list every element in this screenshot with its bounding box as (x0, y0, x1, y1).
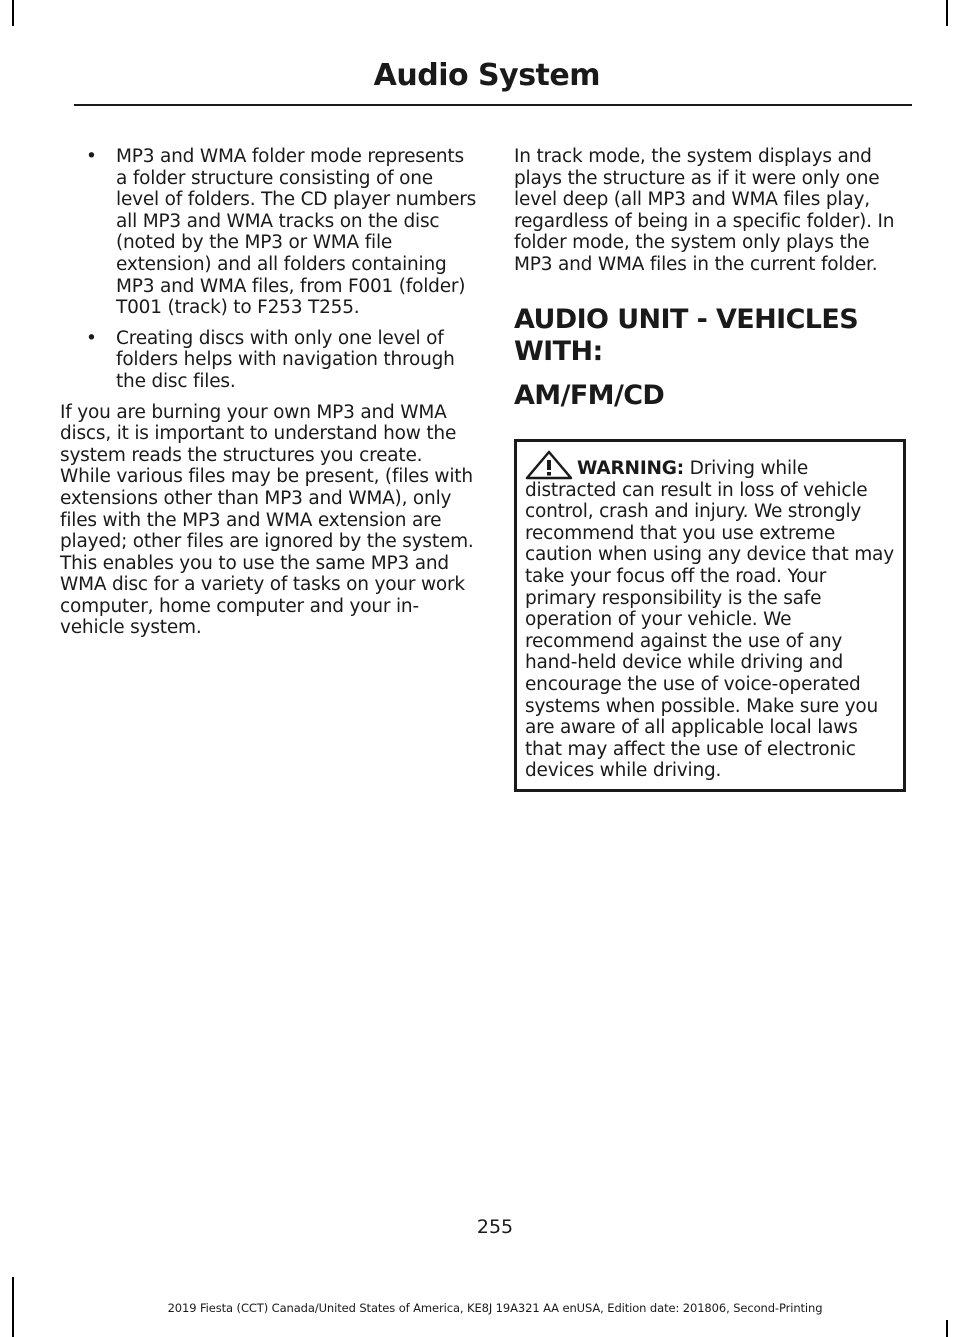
bullet-item (60, 328, 478, 393)
bullet-text: Creating discs with only one level of folders helps with navigation through the disc files. (116, 327, 455, 392)
bullet-item (60, 146, 478, 319)
section-subtitle: AM/FM/CD (514, 379, 665, 411)
footer-text: 2019 Fiesta (CCT) Canada/United States of America, KE8J 19A321 AA enUSA, Edition date: 201806, Second-Printing (167, 1301, 823, 1315)
crop-mark-top-left (12, 0, 14, 26)
right-column (514, 146, 906, 792)
warning-triangle-icon (525, 450, 573, 480)
crop-mark-top-right (946, 0, 948, 26)
bullet-dot: • (86, 146, 97, 167)
body-paragraph: If you are burning your own MP3 and WMA discs, it is important to understand how the system reads the structures you create. While various files may be present, (files with extensions other than MP3 and WMA), only files with the MP3 and WMA extension are played; other files are ignored by the system. This enables you to use the same MP3 and WMA disc for a variety of tasks on your work computer, home computer and your in-vehicle system. (60, 401, 474, 639)
warning-label: WARNING: (577, 457, 684, 479)
bullet-dot: • (86, 327, 97, 349)
body-paragraph: In track mode, the system displays and plays the structure as if it were only one level deep (all MP3 and WMA files play, regardless of being in a specific folder). In folder mode, the system only plays the MP3 and WMA files in the current folder. (514, 146, 895, 275)
page-header-title: Audio System (373, 58, 600, 93)
warning-text: Driving while distracted can result in loss of vehicle control, crash and injury. We strongly recommend that you use extreme caution when using any device that may take your focus off the road. Your primary responsibility is the safe operation of your vehicle. We recommend against the use of any hand-held device while driving and encourage the use of voice-operated systems when possible. Make sure you are aware of all applicable local laws that may affect the use of electronic devices while driving. (525, 457, 894, 782)
left-column (60, 146, 478, 649)
bullet-text: MP3 and WMA folder mode represents a folder structure consisting of one level of folders. The CD player numbers all MP3 and WMA tracks on the disc (noted by the MP3 or WMA file extension) and all folders containing MP3 and WMA files, from F001 (folder) T001 (track) to F253 T255. (116, 146, 477, 319)
section-title: AUDIO UNIT - VEHICLES WITH: (514, 303, 859, 367)
crop-mark-bottom-right (946, 1320, 948, 1337)
header-rule (74, 104, 912, 106)
page-number: 255 (476, 1216, 514, 1238)
warning-box (514, 439, 906, 792)
